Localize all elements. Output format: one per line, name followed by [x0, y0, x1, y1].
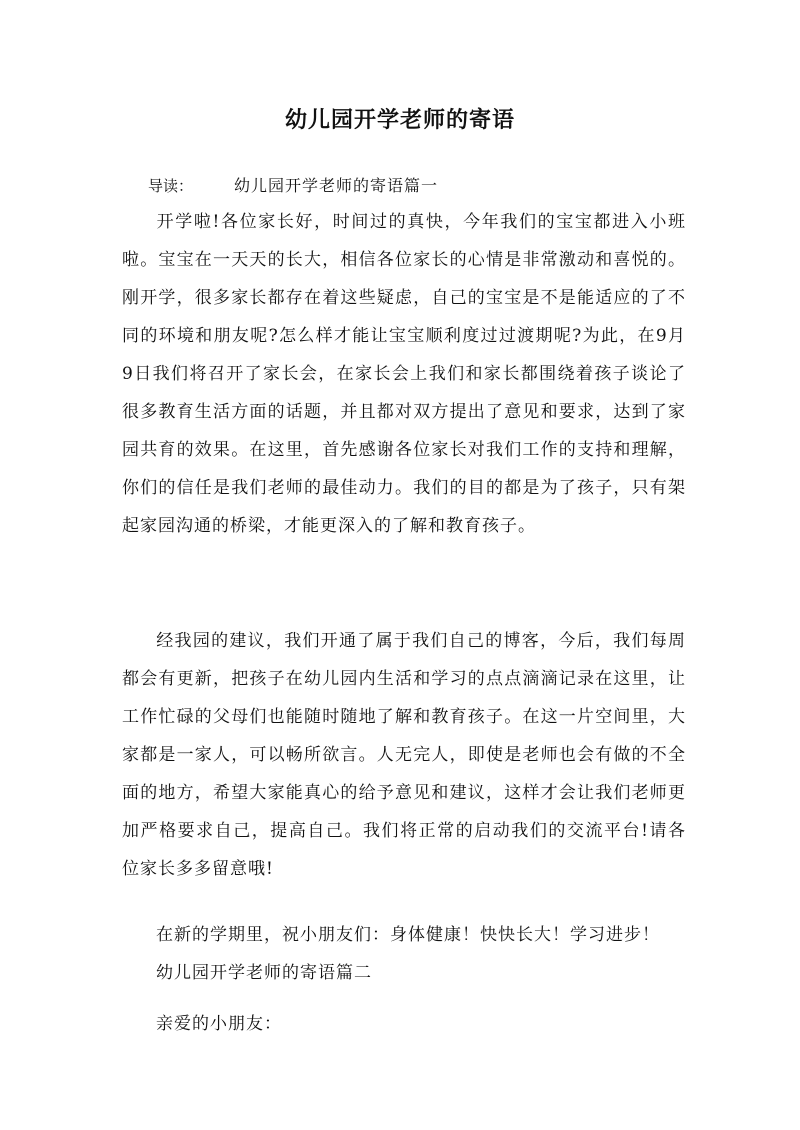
- paragraph-2: [122, 622, 686, 888]
- section-heading-1: 幼儿园开学老师的寄语篇一: [234, 176, 439, 195]
- lead-line: [148, 173, 438, 196]
- page-title: 幼儿园开学老师的寄语: [284, 107, 515, 133]
- paragraph-2-text: 经我园的建议，我们开通了属于我们自己的博客，今后，我们每周都会有更新，把孩子在幼儿园内生活和学习的点点滴滴记录在这里，让工作忙碌的父母们也能随时随地了解和教育孩子。在这一片空间里，大家都是一家人，可以畅所欲言。人无完人，即使是老师也会有做的不全面的地方，希望大家能真心的给予意见和建议，这样才会让我们老师更加严格要求自己，提高自己。我们将正常的启动我们的交流平台!请各位家长多多留意哦!: [122, 631, 686, 879]
- wish-line: 在新的学期里，祝小朋友们：身体健康！快快长大！学习进步！: [156, 925, 660, 945]
- greeting-line: 亲爱的小朋友：: [156, 1014, 282, 1034]
- section-heading-2: 幼儿园开学老师的寄语篇二: [156, 963, 372, 983]
- paragraph-1-text: 开学啦!各位家长好，时间过的真快，今年我们的宝宝都进入小班啦。宝宝在一天天的长大，相信各位家长的心情是非常激动和喜悦的。刚开学，很多家长都存在着这些疑虑，自己的宝宝是不是能适应的了不同的环境和朋友呢?怎么样才能让宝宝顺利度过过渡期呢?为此，在9月9日我们将召开了家长会，在家长会上我们和家长都围绕着孩子谈论了很多教育生活方面的话题，并且都对双方提出了意见和要求，达到了家园共育的效果。在这里，首先感谢各位家长对我们工作的支持和理解，你们的信任是我们老师的最佳动力。我们的目的都是为了孩子，只有架起家园沟通的桥梁，才能更深入的了解和教育孩子。: [122, 212, 686, 536]
- paragraph-1: [122, 203, 686, 545]
- lead-label: 导读：: [148, 177, 194, 195]
